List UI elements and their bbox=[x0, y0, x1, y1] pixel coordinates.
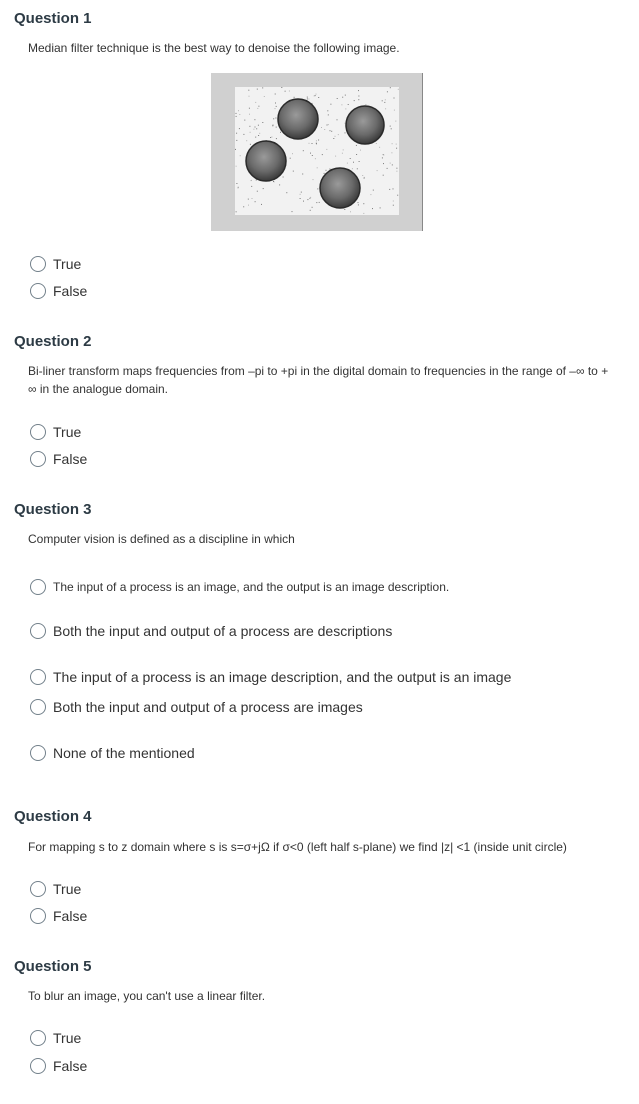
noise-speck bbox=[275, 103, 276, 104]
noise-speck bbox=[316, 140, 317, 141]
noise-speck bbox=[271, 137, 272, 138]
noise-speck bbox=[370, 194, 371, 195]
noise-speck bbox=[328, 114, 329, 115]
noise-speck bbox=[391, 152, 392, 153]
radio-button[interactable] bbox=[30, 745, 46, 761]
noise-speck bbox=[246, 140, 247, 141]
noise-speck bbox=[335, 156, 336, 157]
noise-speck bbox=[382, 157, 383, 158]
noise-speck bbox=[290, 158, 291, 159]
noise-speck bbox=[363, 203, 364, 204]
noise-speck bbox=[342, 153, 343, 154]
noise-speck bbox=[395, 121, 396, 122]
noise-speck bbox=[387, 168, 388, 169]
noise-speck bbox=[275, 108, 276, 109]
noise-speck bbox=[301, 192, 302, 193]
noise-speck bbox=[380, 207, 381, 208]
radio-button[interactable] bbox=[30, 699, 46, 715]
noise-speck bbox=[393, 188, 394, 189]
q3-option-e[interactable] bbox=[30, 743, 195, 763]
noise-speck bbox=[249, 108, 250, 109]
noise-speck bbox=[315, 158, 316, 159]
noise-speck bbox=[358, 99, 359, 100]
noise-speck bbox=[335, 136, 336, 137]
noise-speck bbox=[283, 177, 284, 178]
radio-button[interactable] bbox=[30, 424, 46, 440]
noise-speck bbox=[392, 164, 393, 165]
noise-speck bbox=[273, 181, 274, 182]
noise-speck bbox=[376, 143, 377, 144]
noise-speck bbox=[248, 90, 249, 91]
noise-speck bbox=[396, 171, 397, 172]
noise-speck bbox=[285, 91, 286, 92]
noise-speck bbox=[236, 166, 237, 167]
noise-speck bbox=[341, 104, 342, 105]
q2-option-true[interactable] bbox=[30, 422, 81, 442]
question-2-title: Question 2 bbox=[14, 333, 92, 350]
coin-2 bbox=[346, 106, 384, 144]
q1-option-true[interactable] bbox=[30, 254, 81, 274]
noise-speck bbox=[256, 128, 257, 129]
noise-speck bbox=[357, 168, 358, 169]
noise-speck bbox=[396, 148, 397, 149]
noise-speck bbox=[319, 202, 320, 203]
q1-option-false[interactable] bbox=[30, 281, 87, 301]
noise-speck bbox=[390, 163, 391, 164]
noise-speck bbox=[308, 99, 309, 100]
noise-speck bbox=[318, 140, 319, 141]
noise-speck bbox=[312, 155, 313, 156]
noise-speck bbox=[316, 94, 317, 95]
noise-speck bbox=[309, 198, 310, 199]
noise-speck bbox=[303, 201, 304, 202]
noise-speck bbox=[348, 104, 349, 105]
noise-speck bbox=[303, 150, 304, 151]
noise-speck bbox=[312, 207, 313, 208]
noise-speck bbox=[314, 95, 315, 96]
noise-speck bbox=[337, 98, 338, 99]
noise-speck bbox=[235, 149, 236, 150]
noise-speck bbox=[292, 211, 293, 212]
noise-speck bbox=[362, 175, 363, 176]
noise-speck bbox=[321, 127, 322, 128]
noise-speck bbox=[394, 98, 395, 99]
noise-speck bbox=[360, 150, 361, 151]
noise-speck bbox=[330, 104, 331, 105]
noise-speck bbox=[236, 116, 237, 117]
noise-speck bbox=[393, 201, 394, 202]
noise-speck bbox=[275, 118, 276, 119]
option-label: False bbox=[53, 908, 88, 924]
noise-speck bbox=[384, 102, 385, 103]
noise-speck bbox=[251, 180, 252, 181]
noise-speck bbox=[238, 110, 239, 111]
noise-speck bbox=[352, 168, 353, 169]
noise-speck bbox=[243, 206, 244, 207]
noise-speck bbox=[356, 154, 357, 155]
noise-speck bbox=[327, 110, 328, 111]
noise-speck bbox=[249, 114, 250, 115]
noise-speck bbox=[383, 175, 384, 176]
noise-speck bbox=[397, 195, 398, 196]
question-3-title: Question 3 bbox=[14, 501, 92, 518]
noise-speck bbox=[250, 144, 251, 145]
option-label: False bbox=[53, 1058, 88, 1074]
noise-speck bbox=[272, 125, 273, 126]
noise-speck bbox=[343, 149, 344, 150]
noise-speck bbox=[358, 90, 359, 91]
noise-speck bbox=[358, 204, 359, 205]
noise-speck bbox=[350, 211, 351, 212]
noise-speck bbox=[327, 125, 328, 126]
noise-speck bbox=[333, 138, 334, 139]
noise-speck bbox=[255, 127, 256, 128]
radio-button[interactable] bbox=[30, 908, 46, 924]
noise-speck bbox=[300, 198, 301, 199]
option-label: True bbox=[53, 1030, 82, 1046]
noise-speck bbox=[396, 168, 397, 169]
radio-button[interactable] bbox=[30, 579, 46, 595]
noise-speck bbox=[326, 170, 327, 171]
noise-speck bbox=[337, 119, 338, 120]
q3-option-b[interactable] bbox=[30, 621, 392, 641]
noise-speck bbox=[324, 173, 325, 174]
option-label: True bbox=[53, 424, 82, 440]
noise-speck bbox=[264, 96, 265, 97]
noise-speck bbox=[239, 128, 240, 129]
radio-button[interactable] bbox=[30, 256, 46, 272]
noise-speck bbox=[398, 89, 399, 90]
option-label: True bbox=[53, 256, 82, 272]
noise-speck bbox=[307, 199, 308, 200]
noise-speck bbox=[394, 110, 395, 111]
noise-speck bbox=[342, 97, 343, 98]
radio-button[interactable] bbox=[30, 881, 46, 897]
question-4-title: Question 4 bbox=[14, 808, 92, 825]
noise-speck bbox=[364, 178, 365, 179]
noise-speck bbox=[383, 163, 384, 164]
radio-button[interactable] bbox=[30, 1058, 46, 1074]
noise-speck bbox=[363, 213, 364, 214]
noise-speck bbox=[331, 131, 332, 132]
noise-speck bbox=[289, 91, 290, 92]
noise-speck bbox=[261, 204, 262, 205]
noise-speck bbox=[257, 108, 258, 109]
noise-speck bbox=[255, 201, 256, 202]
q5-option-true[interactable] bbox=[30, 1028, 81, 1048]
noise-speck bbox=[312, 143, 313, 144]
noise-speck bbox=[317, 167, 318, 168]
noise-speck bbox=[276, 106, 277, 107]
noise-speck bbox=[248, 205, 249, 206]
question-5-text: To blur an image, you can't use a linear filter. bbox=[28, 989, 266, 1003]
q3-option-d[interactable] bbox=[30, 697, 363, 717]
noise-speck bbox=[385, 99, 386, 100]
noise-speck bbox=[309, 143, 310, 144]
noise-speck bbox=[326, 149, 327, 150]
noise-speck bbox=[257, 191, 258, 192]
radio-button[interactable] bbox=[30, 451, 46, 467]
radio-button[interactable] bbox=[30, 283, 46, 299]
radio-button[interactable] bbox=[30, 623, 46, 639]
noise-speck bbox=[259, 133, 260, 134]
noise-speck bbox=[358, 202, 359, 203]
noise-speck bbox=[390, 126, 391, 127]
noise-speck bbox=[249, 126, 250, 127]
noise-speck bbox=[390, 87, 391, 88]
noise-speck bbox=[387, 91, 388, 92]
noise-speck bbox=[389, 189, 390, 190]
noise-speck bbox=[238, 188, 239, 189]
noise-speck bbox=[330, 130, 331, 131]
noise-speck bbox=[258, 135, 259, 136]
noise-speck bbox=[236, 113, 237, 114]
question-1-title: Question 1 bbox=[14, 10, 92, 27]
noise-speck bbox=[313, 179, 314, 180]
noise-speck bbox=[356, 145, 357, 146]
noise-speck bbox=[353, 162, 354, 163]
noise-speck bbox=[254, 119, 255, 120]
noise-speck bbox=[310, 153, 311, 154]
q2-option-false[interactable] bbox=[30, 449, 87, 469]
q3-option-a[interactable] bbox=[30, 577, 449, 597]
coins-image-svg bbox=[211, 73, 421, 231]
noise-speck bbox=[279, 184, 280, 185]
noise-speck bbox=[252, 198, 253, 199]
noise-speck bbox=[258, 125, 259, 126]
noise-speck bbox=[250, 132, 251, 133]
noise-speck bbox=[324, 129, 325, 130]
noise-speck bbox=[276, 127, 277, 128]
noise-speck bbox=[244, 120, 245, 121]
noise-speck bbox=[338, 134, 339, 135]
noise-speck bbox=[391, 128, 392, 129]
noise-speck bbox=[236, 133, 237, 134]
radio-button[interactable] bbox=[30, 669, 46, 685]
noise-speck bbox=[329, 169, 330, 170]
coin-4 bbox=[320, 168, 360, 208]
noise-speck bbox=[307, 98, 308, 99]
noise-speck bbox=[273, 118, 274, 119]
radio-button[interactable] bbox=[30, 1030, 46, 1046]
option-label: The input of a process is an image, and the output is an image description. bbox=[53, 580, 450, 594]
question-4-text: For mapping s to z domain where s is s=σ+jΩ if σ<0 (left half s-plane) we find |z| <1 (inside unit circle) bbox=[28, 840, 567, 854]
noise-speck bbox=[372, 208, 373, 209]
noise-speck bbox=[293, 171, 294, 172]
option-label: False bbox=[53, 283, 88, 299]
noise-speck bbox=[255, 137, 256, 138]
noise-speck bbox=[249, 96, 250, 97]
noise-speck bbox=[236, 140, 237, 141]
noise-speck bbox=[275, 94, 276, 95]
noise-speck bbox=[358, 96, 359, 97]
noise-speck bbox=[350, 158, 351, 159]
coin-3 bbox=[246, 141, 286, 181]
noise-speck bbox=[316, 202, 317, 203]
option-label: True bbox=[53, 881, 82, 897]
noise-speck bbox=[347, 163, 348, 164]
option-label: Both the input and output of a process are images bbox=[53, 699, 363, 715]
noise-speck bbox=[240, 155, 241, 156]
noise-speck bbox=[257, 89, 258, 90]
option-label: False bbox=[53, 451, 88, 467]
q5-option-false[interactable] bbox=[30, 1056, 87, 1076]
noise-speck bbox=[276, 138, 277, 139]
q3-option-c[interactable] bbox=[30, 667, 511, 687]
question-5-title: Question 5 bbox=[14, 958, 92, 975]
noise-speck bbox=[377, 170, 378, 171]
noise-speck bbox=[286, 192, 287, 193]
noise-speck bbox=[239, 114, 240, 115]
noise-speck bbox=[248, 199, 249, 200]
noise-speck bbox=[262, 122, 263, 123]
noise-speck bbox=[243, 134, 244, 135]
noise-speck bbox=[280, 132, 281, 133]
noise-speck bbox=[262, 87, 263, 88]
option-label: The input of a process is an image description, and the output is an image bbox=[53, 669, 512, 685]
coins-noisy-image bbox=[211, 73, 423, 231]
noise-speck bbox=[365, 104, 366, 105]
noise-speck bbox=[251, 186, 252, 187]
noise-speck bbox=[310, 210, 311, 211]
noise-speck bbox=[316, 143, 317, 144]
noise-speck bbox=[307, 97, 308, 98]
noise-speck bbox=[393, 205, 394, 206]
noise-speck bbox=[354, 100, 355, 101]
noise-speck bbox=[383, 155, 384, 156]
option-label: Both the input and output of a process are descriptions bbox=[53, 623, 393, 639]
q4-option-false[interactable] bbox=[30, 906, 87, 926]
noise-speck bbox=[344, 209, 345, 210]
noise-speck bbox=[292, 153, 293, 154]
noise-speck bbox=[236, 183, 237, 184]
noise-speck bbox=[315, 95, 316, 96]
noise-speck bbox=[256, 180, 257, 181]
noise-speck bbox=[359, 161, 360, 162]
noise-speck bbox=[379, 147, 380, 148]
noise-speck bbox=[345, 132, 346, 133]
noise-speck bbox=[294, 97, 295, 98]
noise-speck bbox=[318, 97, 319, 98]
option-label: None of the mentioned bbox=[53, 745, 195, 761]
noise-speck bbox=[255, 102, 256, 103]
noise-speck bbox=[317, 188, 318, 189]
coin-1 bbox=[278, 99, 318, 139]
noise-speck bbox=[310, 197, 311, 198]
noise-speck bbox=[258, 106, 259, 107]
noise-speck bbox=[328, 124, 329, 125]
noise-speck bbox=[281, 87, 282, 88]
noise-speck bbox=[345, 108, 346, 109]
noise-speck bbox=[300, 194, 301, 195]
q4-option-true[interactable] bbox=[30, 879, 81, 899]
question-3-text: Computer vision is defined as a discipline in which bbox=[28, 532, 295, 546]
noise-speck bbox=[396, 144, 397, 145]
question-2-text: Bi-liner transform maps frequencies from –pi to +pi in the digital domain to frequencies in the range of –∞ to + ∞ in the analogue domain. bbox=[28, 364, 609, 396]
noise-speck bbox=[253, 129, 254, 130]
noise-speck bbox=[236, 211, 237, 212]
noise-speck bbox=[373, 190, 374, 191]
noise-speck bbox=[385, 108, 386, 109]
noise-speck bbox=[270, 137, 271, 138]
noise-speck bbox=[345, 95, 346, 96]
noise-speck bbox=[263, 188, 264, 189]
noise-speck bbox=[322, 154, 323, 155]
noise-speck bbox=[382, 100, 383, 101]
noise-speck bbox=[392, 143, 393, 144]
noise-speck bbox=[302, 174, 303, 175]
question-1-text: Median filter technique is the best way to denoise the following image. bbox=[28, 41, 400, 55]
